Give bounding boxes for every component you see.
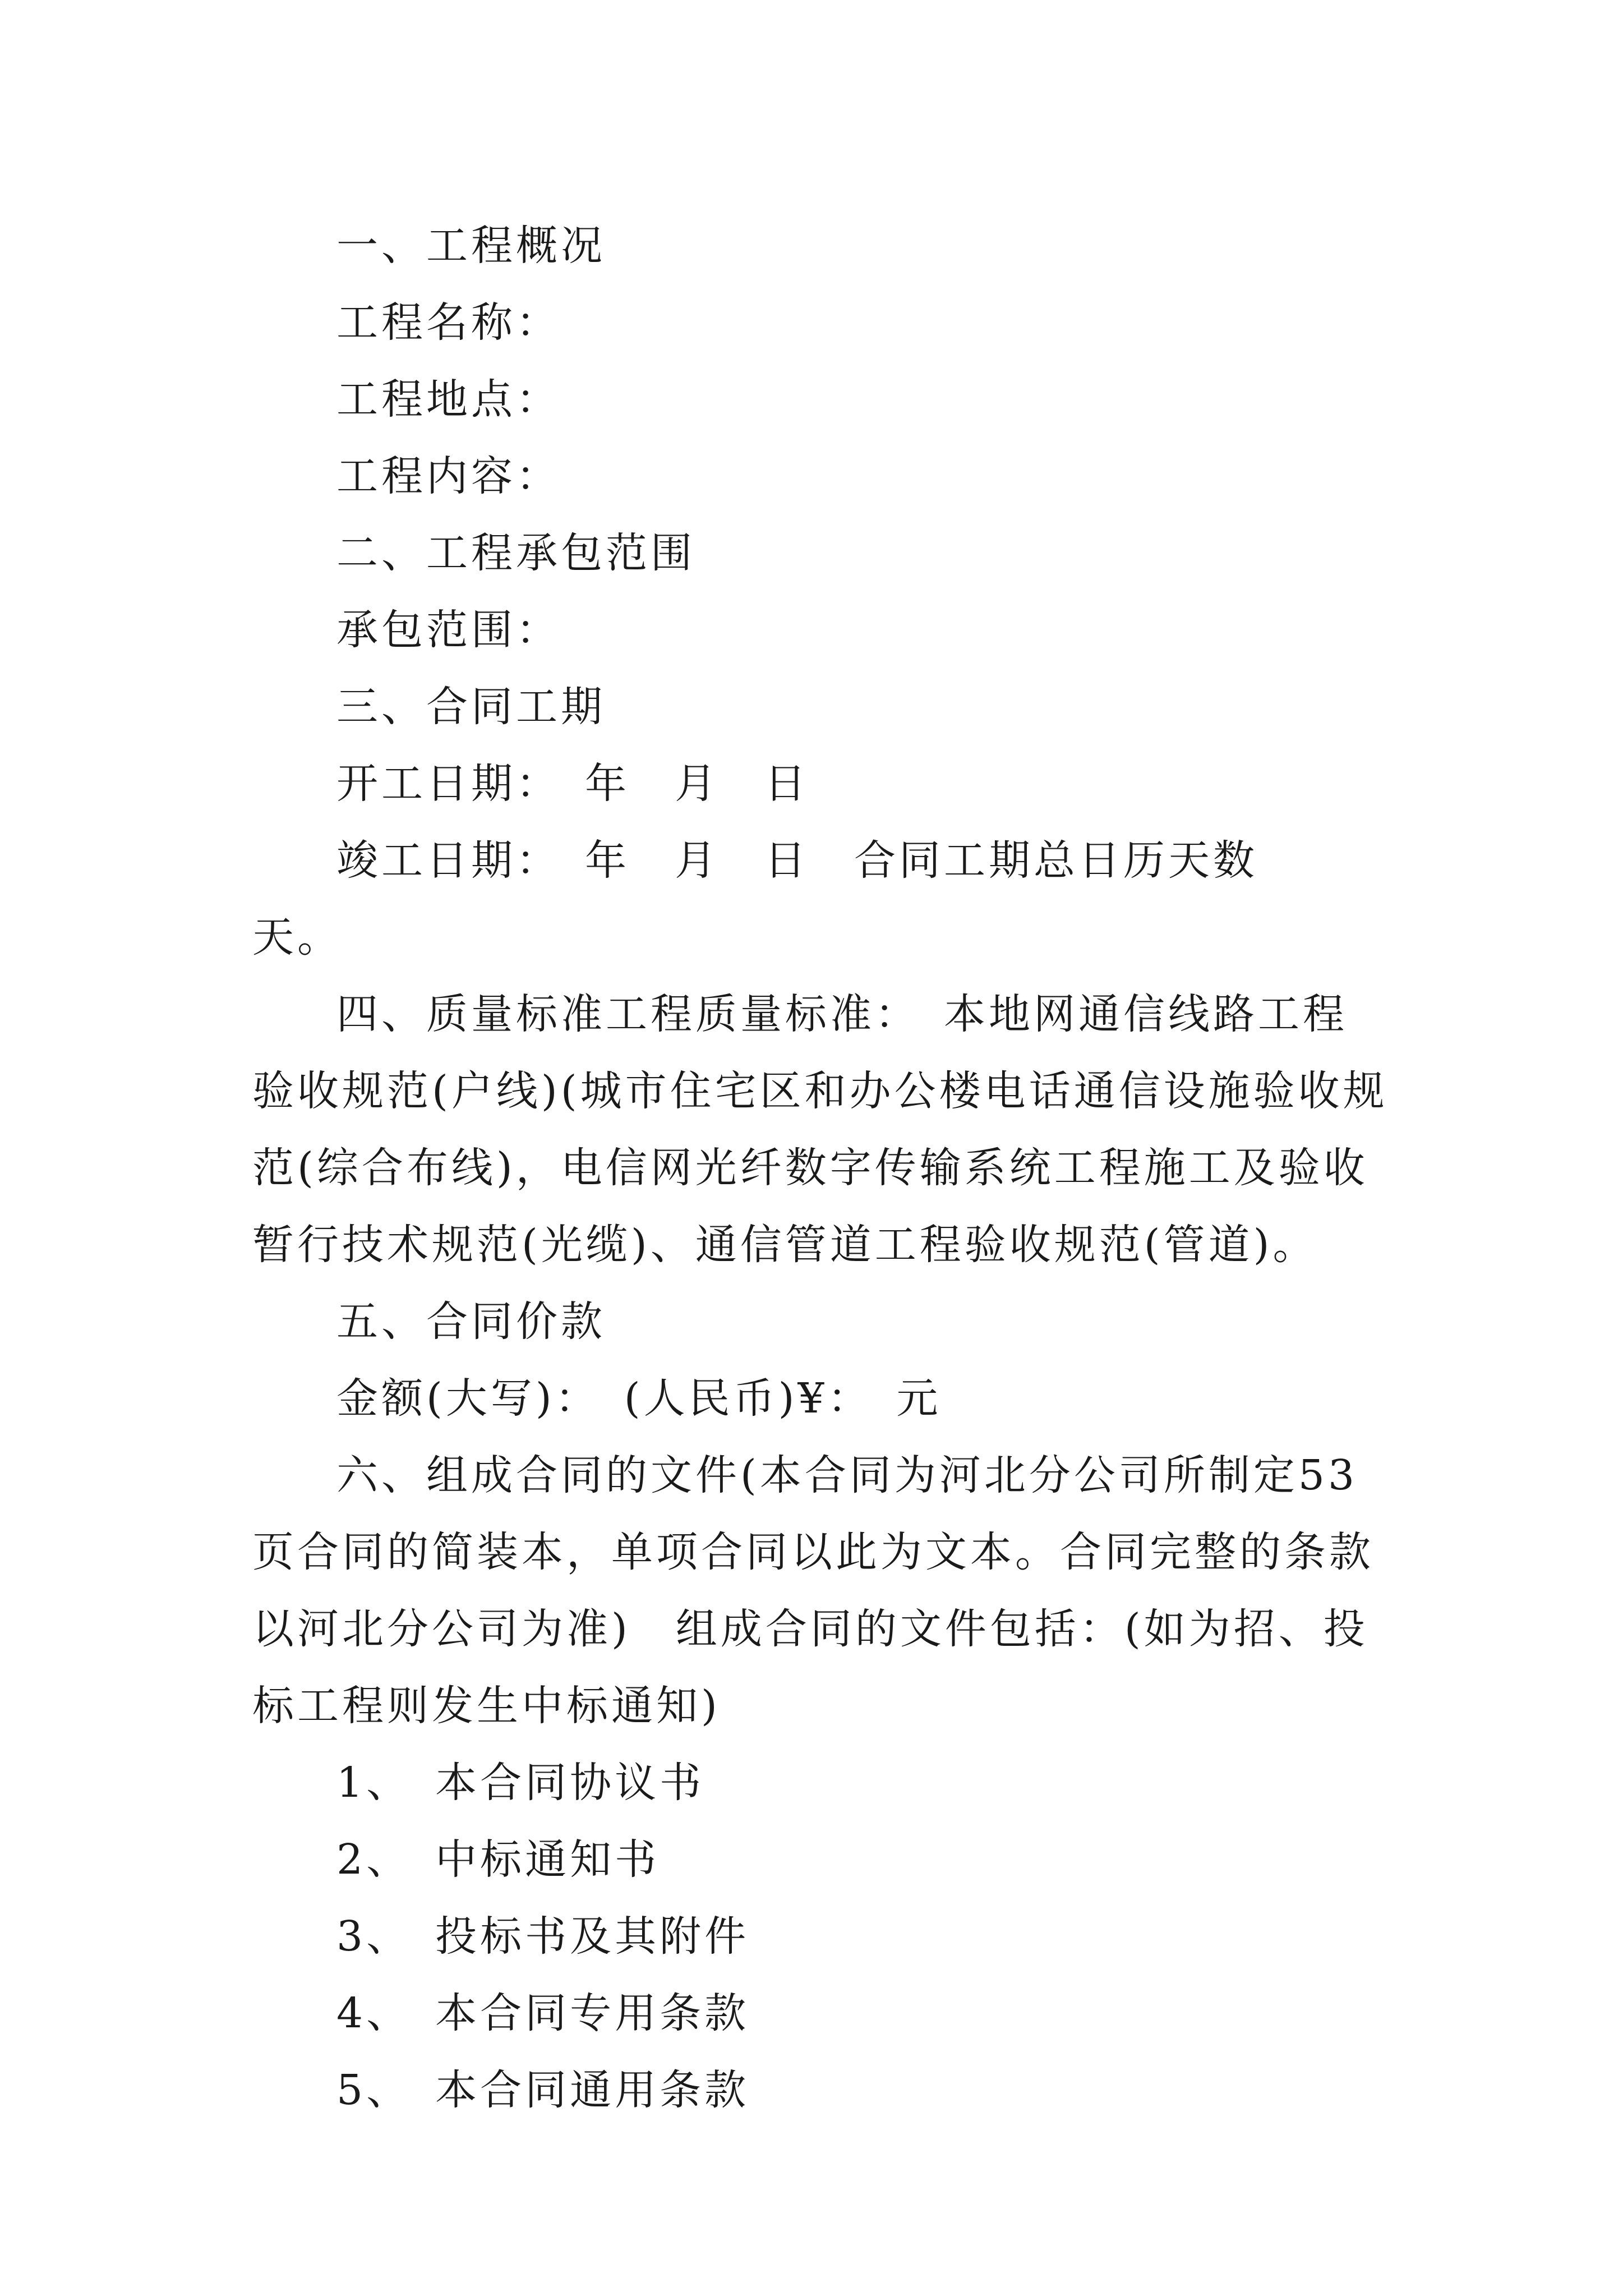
list-item-general-terms: 5、 本合同通用条款 — [336, 2066, 750, 2114]
section-heading-contract-period: 三、合同工期 — [336, 683, 606, 731]
list-item-agreement: 1、 本合同协议书 — [336, 1759, 705, 1807]
section-contract-documents: 六、组成合同的文件(本合同为河北分公司所制定53页合同的简装本，单项合同以此为文本。合同完整的条款以河北分公司为准) 组成合同的文件包括：(如为招、投标工程则发生中标通知) — [252, 1451, 1374, 1730]
field-amount: 金额(大写)： (人民币)¥： 元 — [336, 1374, 942, 1423]
list-item-award-notice: 2、 中标通知书 — [336, 1835, 660, 1884]
section-heading-contract-scope: 二、工程承包范围 — [336, 529, 695, 577]
field-start-date: 开工日期： 年 月 日 — [336, 760, 809, 808]
list-item-bid-documents: 3、 投标书及其附件 — [336, 1912, 750, 1961]
document-body — [252, 208, 1392, 2129]
field-project-location: 工程地点： — [336, 375, 561, 424]
field-project-name: 工程名称： — [336, 298, 561, 347]
list-item-special-terms: 4、 本合同专用条款 — [336, 1989, 750, 2037]
section-quality-standard: 四、质量标准工程质量标准： 本地网通信线路工程验收规范(户线)(城市住宅区和办公楼电话通信设施验收规范(综合布线)，电信网光纤数字传输系统工程施工及验收暂行技术规范(光缆)、通信管道工程验收规范(管道)。 — [252, 990, 1388, 1269]
field-completion-date: 竣工日期： 年 月 日 合同工期总日历天数 天。 — [252, 836, 1303, 961]
section-heading-contract-price: 五、合同价款 — [336, 1297, 606, 1346]
field-project-content: 工程内容： — [336, 452, 561, 500]
section-heading-project-overview: 一、工程概况 — [336, 222, 606, 270]
field-contract-scope: 承包范围： — [336, 606, 561, 654]
